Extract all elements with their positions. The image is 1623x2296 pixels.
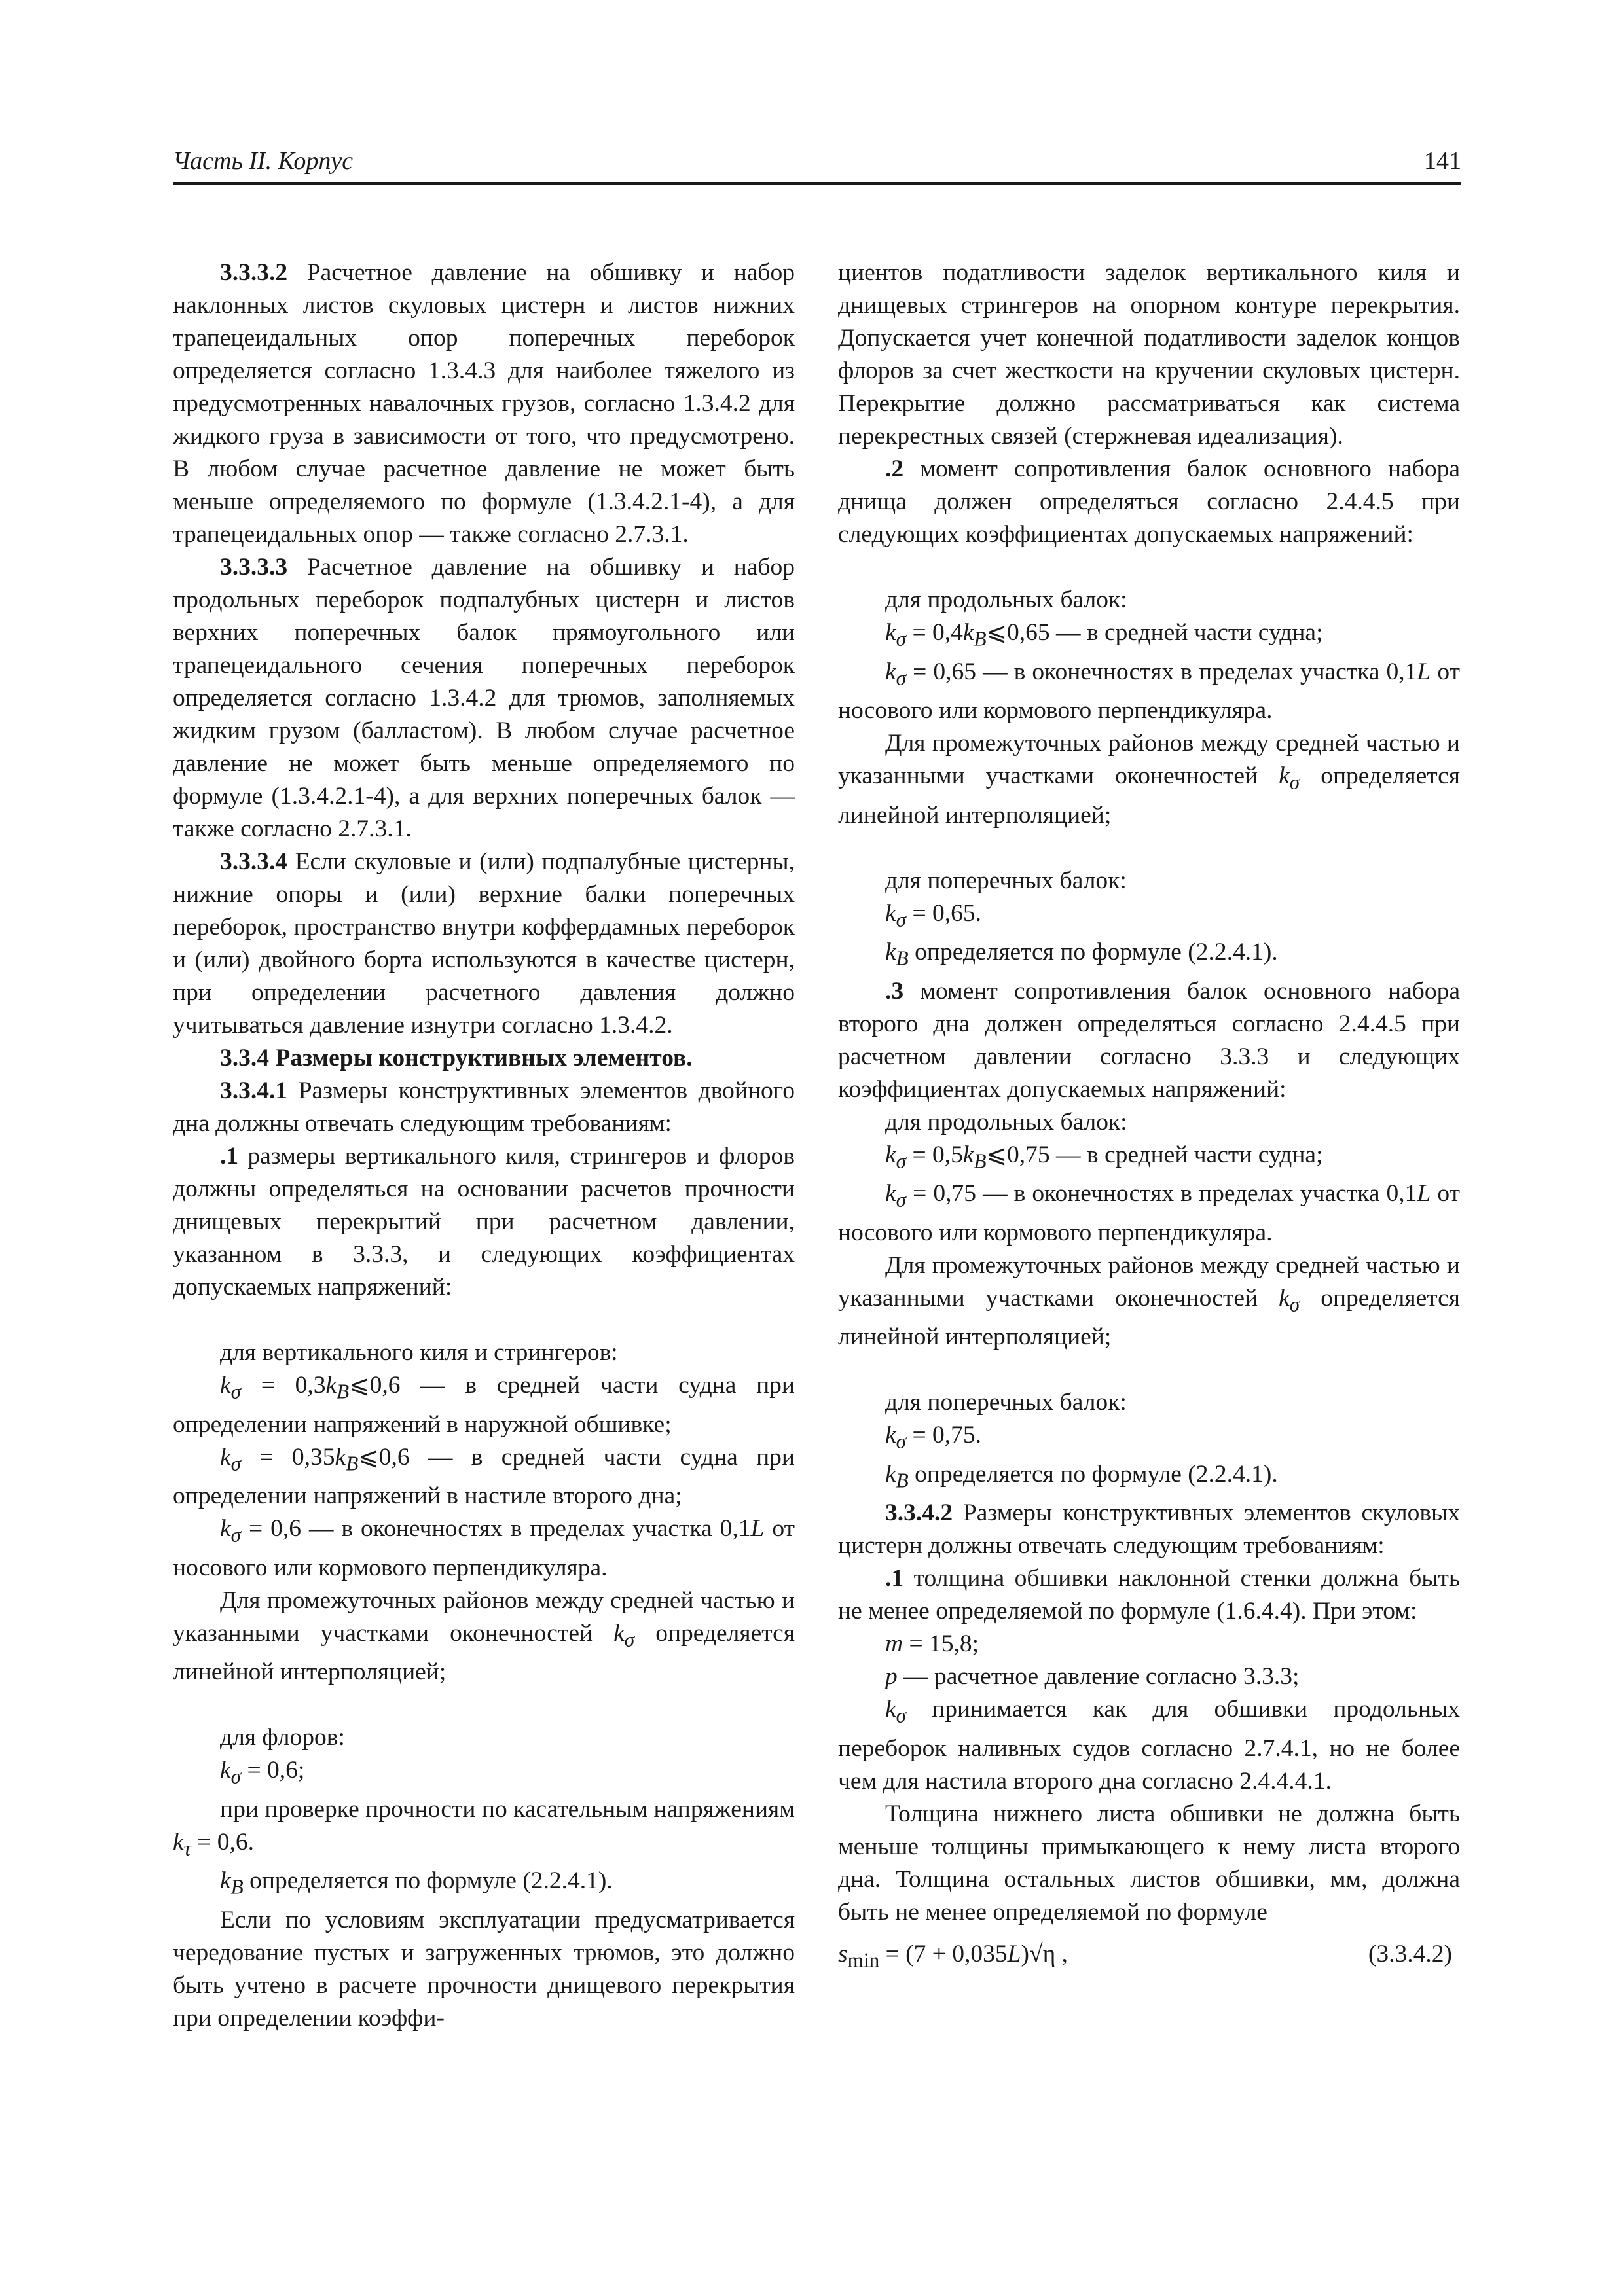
paragraph-3-3-3-4: 3.3.3.4 Если скуловые и (или) подпалубные цистерны, нижние опоры и (или) верхние балки поперечных переборок, пространство внутри коффердамных переборок и (или) двойного борта используются в качестве цистерн, при определении расчетного давления должно учитываться давление изнутри согласно 1.3.4.2. [173, 848, 795, 1039]
item-3-second-bottom: .3 момент сопротивления балок основного набора второго дна должен определяться согласно 2.4.4.5 при расчетном давлении согласно 3.3.3 и следующих коэффициентах допускаемых напряжений: [838, 977, 1460, 1103]
page-header [173, 144, 1461, 185]
paragraph-3-3-3-2: 3.3.3.2 Расчетное давление на обшивку и набор наклонных листов скуловых цистерн и листов нижних трапецеидальных опор поперечных переборок определяется согласно 1.3.4.3 для наиболее тяжелого из предусмотренных навалочных грузов, согласно 1.3.4.2 для жидкого груза в зависимости от того, что предусмотрено. В любом случае расчетное давление не может быть меньше определяемого по формуле (1.3.4.2.1-4), а для трапецеидальных опор — также согласно 2.7.3.1. [173, 259, 795, 548]
paragraph-3-3-4-1: 3.3.4.1 Размеры конструктивных элементов двойного дна должны отвечать следующим требованиям: [173, 1077, 795, 1137]
shear-stress-note: при проверке прочности по касательным напряжениям $k_\tau = 0,6$. [173, 1795, 795, 1859]
bottom-plate-thickness: Толщина нижнего листа обшивки не должна быть меньше толщины примыкающего к нему листа второго дна. Толщина остальных листов обшивки, мм, должна быть не менее определяемой по формуле [838, 1800, 1460, 1926]
coeff-line-long-ends-2: $k_\sigma = 0,75$ — в оконечностях в пределах участка 0,1L от носового или кормового перпендикуляра. [838, 1180, 1460, 1246]
coeff-line-inner-bottom: $k_\sigma$ = $0,35k_B⩽0,6$ — в средней части судна при определении напряжений в настиле второго дна; [173, 1443, 795, 1509]
coeff-line-outer-shell: $k_\sigma$ = $0,3k_B⩽0,6$ — в средней части судна при определении напряжений в наружной обшивке; [173, 1372, 795, 1438]
p-definition: p — расчетное давление согласно 3.3.3; [885, 1663, 1300, 1690]
item-1-sloping-plate: .1 толщина обшивки наклонной стенки должна быть не менее определяемой по формуле (1.6.4.4). При этом: [838, 1565, 1460, 1624]
formula-number: (3.3.4.2) [1368, 1940, 1452, 1967]
kb-definition: $k_B$ определяется по формуле (2.2.4.1). [885, 939, 1278, 970]
left-column [173, 257, 795, 2035]
longitudinals-heading-2: для продольных балок: [885, 1108, 1127, 1136]
item-2-bottom-framing: .2 момент сопротивления балок основного набора днища должен определяться согласно 2.4.4.5 при следующих коэффициентах допускаемых напряжений: [838, 456, 1460, 548]
coeff-line-ends: $k_\sigma = 0,6$ — в оконечностях в пределах участка 0,1L от носового или кормового перпендикуляра. [173, 1515, 795, 1581]
keel-heading: для вертикального киля и стрингеров: [220, 1339, 618, 1366]
alternating-load-note: Если по условиям эксплуатации предусматривается чередование пустых и загруженных трюмов, это должно быть учтено в расчете прочности днищевого перекрытия при определении коэффи- [173, 1906, 795, 2032]
formula-expression: $s_{min} = (7 + 0,035L)√\eta$ , [838, 1940, 1068, 1971]
paragraph-3-3-4-2: 3.3.4.2 Размеры конструктивных элементов скуловых цистерн должны отвечать следующим требованиям: [838, 1499, 1460, 1559]
coeff-line-transverse-2: $k_\sigma = 0,75$. [885, 1422, 981, 1453]
kb-definition: $k_B$ определяется по формуле (2.2.4.1). [220, 1867, 613, 1899]
continuation-paragraph: циентов податливости заделок вертикального киля и днищевых стрингеров на опорном контуре перекрытия. Допускается учет конечной податливости заделок концов флоров за счет жесткости на кручении скуловых цистерн. Перекрытие должно рассматриваться как система перекрестных связей (стержневая идеализация). [838, 259, 1460, 450]
page-number: 141 [1424, 147, 1461, 175]
coeff-line-floors: $k_\sigma = 0,6$; [220, 1757, 305, 1788]
interpolation-note-2: Для промежуточных районов между средней частью и указанными участками оконечностей $k_\sigma$ определяется линейной интерполяцией; [838, 1251, 1461, 1350]
transverse-heading: для поперечных балок: [885, 867, 1127, 894]
coeff-line-long-mid: $k_\sigma$ = $0,4k_B⩽0,65$ — в средней части судна; [885, 619, 1323, 651]
coeff-line-transverse: $k_\sigma = 0,65$. [885, 899, 981, 931]
interpolation-note: Для промежуточных районов между средней частью и указанными участками оконечностей $k_\sigma$ определяется линейной интерполяцией; [173, 1587, 795, 1685]
m-value: m = 15,8; [885, 1630, 979, 1657]
paragraph-3-3-3-3: 3.3.3.3 Расчетное давление на обшивку и набор продольных переборок подпалубных цистерн и листов верхних поперечных балок прямоугольного или трапецеидального сечения поперечных переборок определяется согласно 1.3.4.2 для трюмов, заполняемых жидким грузом (балластом). В любом случае расчетное давление не может быть меньше определяемого по формуле (1.3.4.2.1-4), а для верхних поперечных балок — также согласно 2.7.3.1. [173, 554, 795, 842]
kb-definition-2: $k_B$ определяется по формуле (2.2.4.1). [885, 1460, 1278, 1492]
section-heading-3-3-4: 3.3.4 Размеры конструктивных элементов. [220, 1045, 693, 1071]
interpolation-note: Для промежуточных районов между средней частью и указанными участками оконечностей $k_\sigma$ определяется линейной интерполяцией; [838, 730, 1461, 829]
right-column [838, 257, 1460, 1977]
item-1-requirements: .1 размеры вертикального киля, стрингеров и флоров должны определяться на основании расчетов прочности днищевых перекрытий при расчетном давлении, указанном в 3.3.3, и следующих коэффициентах допускаемых напряжений: [173, 1143, 795, 1300]
coeff-line-long-ends: $k_\sigma = 0,65$ — в оконечностях в пределах участка 0,1L от носового или кормового перпендикуляра. [838, 658, 1460, 724]
running-title: Часть II. Корпус [173, 147, 354, 175]
floors-heading: для флоров: [220, 1724, 345, 1751]
longitudinals-heading: для продольных балок: [885, 586, 1127, 613]
transverse-heading-2: для поперечных балок: [885, 1389, 1127, 1416]
formula-3-3-4-2 [838, 1938, 1460, 1977]
coeff-line-long-mid-2: $k_\sigma$ = $0,5k_B⩽0,75$ — в средней части судна; [885, 1141, 1323, 1172]
k-sigma-note: $k_\sigma$ принимается как для обшивки продольных переборок наливных судов согласно 2.7.4.1, но не более чем для настила второго дна согласно 2.4.4.4.1. [838, 1696, 1460, 1795]
